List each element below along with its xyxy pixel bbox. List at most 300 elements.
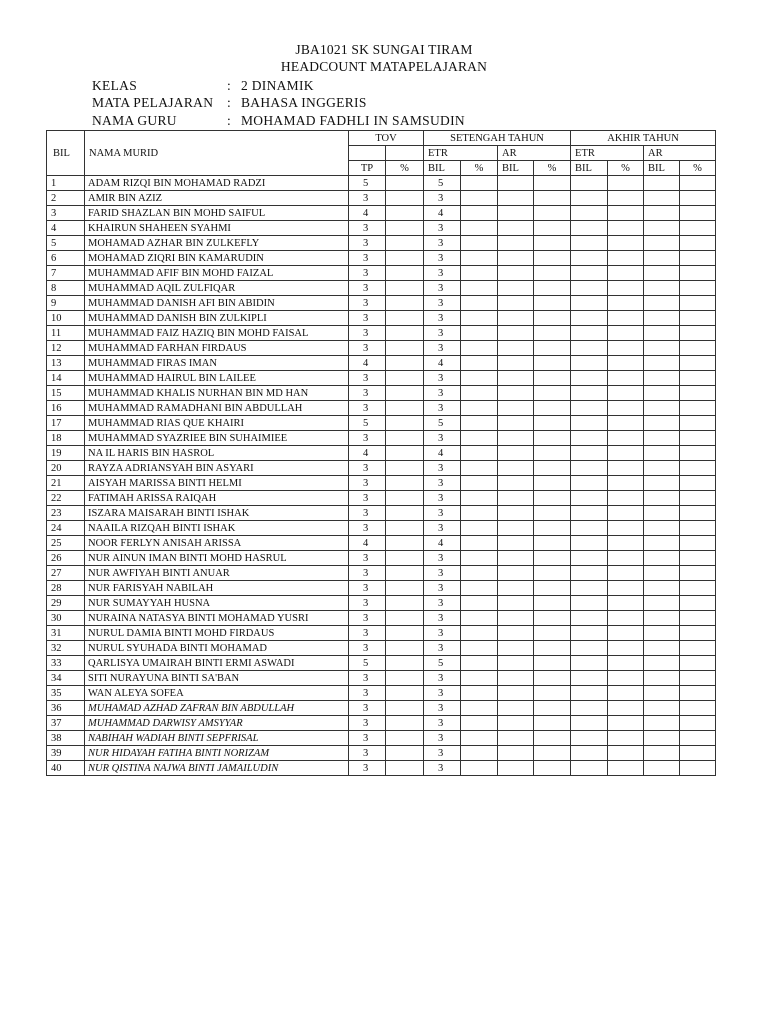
mata-pelajaran-line	[92, 95, 367, 111]
row-number: 35	[47, 686, 85, 701]
row-number: 28	[47, 581, 85, 596]
setengah-ar-pct	[534, 266, 571, 281]
setengah-ar-pct	[534, 686, 571, 701]
header-setengah-etr-pct: %	[461, 161, 498, 176]
setengah-ar-bil	[498, 506, 534, 521]
tov-pct	[386, 566, 424, 581]
akhir-etr-pct	[608, 356, 644, 371]
tov-tp: 3	[349, 626, 386, 641]
tov-tp: 3	[349, 386, 386, 401]
akhir-ar-pct	[680, 296, 716, 311]
table-row	[47, 476, 716, 491]
tov-tp: 5	[349, 656, 386, 671]
setengah-etr-pct	[461, 176, 498, 191]
akhir-ar-bil	[644, 446, 680, 461]
student-name: QARLISYA UMAIRAH BINTI ERMI ASWADI	[85, 656, 349, 671]
setengah-ar-pct	[534, 476, 571, 491]
setengah-ar-pct	[534, 431, 571, 446]
akhir-ar-pct	[680, 626, 716, 641]
row-number: 19	[47, 446, 85, 461]
student-name: KHAIRUN SHAHEEN SYAHMI	[85, 221, 349, 236]
setengah-etr-pct	[461, 581, 498, 596]
header-akhir-ar-bil: BIL	[644, 161, 680, 176]
tov-pct	[386, 536, 424, 551]
tov-pct	[386, 491, 424, 506]
tov-tp: 3	[349, 296, 386, 311]
akhir-ar-bil	[644, 191, 680, 206]
tov-pct	[386, 401, 424, 416]
student-name: MUHAMMAD DANISH BIN ZULKIPLI	[85, 311, 349, 326]
setengah-ar-bil	[498, 761, 534, 776]
setengah-etr-bil: 3	[424, 626, 461, 641]
akhir-etr-bil	[571, 176, 608, 191]
student-name: NAAILA RIZQAH BINTI ISHAK	[85, 521, 349, 536]
akhir-etr-pct	[608, 176, 644, 191]
setengah-etr-pct	[461, 566, 498, 581]
tov-pct	[386, 311, 424, 326]
setengah-ar-bil	[498, 521, 534, 536]
akhir-etr-pct	[608, 281, 644, 296]
tov-tp: 5	[349, 176, 386, 191]
header-akhir-etr-bil: BIL	[571, 161, 608, 176]
akhir-etr-bil	[571, 536, 608, 551]
row-number: 18	[47, 431, 85, 446]
kelas-line	[92, 78, 314, 94]
tov-pct	[386, 626, 424, 641]
akhir-ar-pct	[680, 596, 716, 611]
setengah-etr-pct	[461, 551, 498, 566]
akhir-etr-bil	[571, 371, 608, 386]
akhir-etr-bil	[571, 566, 608, 581]
akhir-ar-pct	[680, 506, 716, 521]
setengah-etr-bil: 3	[424, 491, 461, 506]
akhir-ar-pct	[680, 731, 716, 746]
table-row	[47, 641, 716, 656]
row-number: 17	[47, 416, 85, 431]
akhir-etr-bil	[571, 266, 608, 281]
row-number: 2	[47, 191, 85, 206]
setengah-etr-bil: 3	[424, 641, 461, 656]
tov-pct	[386, 581, 424, 596]
row-number: 21	[47, 476, 85, 491]
setengah-ar-bil	[498, 746, 534, 761]
header-tov-blank	[349, 146, 386, 161]
akhir-etr-bil	[571, 506, 608, 521]
table-row	[47, 761, 716, 776]
table-row	[47, 746, 716, 761]
setengah-ar-bil	[498, 461, 534, 476]
setengah-ar-bil	[498, 566, 534, 581]
table-row	[47, 236, 716, 251]
akhir-etr-pct	[608, 221, 644, 236]
akhir-etr-bil	[571, 641, 608, 656]
table-row	[47, 341, 716, 356]
nama-guru-value: MOHAMAD FADHLI IN SAMSUDIN	[241, 113, 465, 128]
setengah-ar-bil	[498, 221, 534, 236]
tov-pct	[386, 611, 424, 626]
student-name: AISYAH MARISSA BINTI HELMI	[85, 476, 349, 491]
table-row	[47, 596, 716, 611]
akhir-ar-bil	[644, 641, 680, 656]
setengah-ar-bil	[498, 191, 534, 206]
akhir-etr-pct	[608, 311, 644, 326]
akhir-ar-bil	[644, 356, 680, 371]
setengah-etr-bil: 3	[424, 431, 461, 446]
akhir-ar-pct	[680, 671, 716, 686]
setengah-etr-bil: 3	[424, 461, 461, 476]
akhir-ar-pct	[680, 656, 716, 671]
tov-pct	[386, 206, 424, 221]
header-setengah-etr-bil: BIL	[424, 161, 461, 176]
student-name: MUHAMMAD AQIL ZULFIQAR	[85, 281, 349, 296]
setengah-etr-bil: 5	[424, 656, 461, 671]
setengah-ar-bil	[498, 401, 534, 416]
akhir-ar-pct	[680, 371, 716, 386]
mata-pelajaran-colon: :	[227, 95, 232, 110]
header-akhir-ar: AR	[644, 146, 716, 161]
tov-pct	[386, 641, 424, 656]
row-number: 10	[47, 311, 85, 326]
setengah-ar-bil	[498, 371, 534, 386]
akhir-ar-pct	[680, 566, 716, 581]
akhir-ar-bil	[644, 176, 680, 191]
akhir-ar-bil	[644, 326, 680, 341]
setengah-etr-pct	[461, 491, 498, 506]
setengah-etr-pct	[461, 716, 498, 731]
akhir-ar-bil	[644, 686, 680, 701]
tov-tp: 3	[349, 506, 386, 521]
tov-tp: 3	[349, 431, 386, 446]
setengah-etr-bil: 3	[424, 611, 461, 626]
tov-tp: 3	[349, 731, 386, 746]
student-rows	[47, 176, 716, 776]
akhir-ar-bil	[644, 626, 680, 641]
header-setengah-ar: AR	[498, 146, 571, 161]
setengah-etr-bil: 3	[424, 761, 461, 776]
header-setengah-ar-bil: BIL	[498, 161, 534, 176]
setengah-ar-bil	[498, 341, 534, 356]
setengah-ar-pct	[534, 326, 571, 341]
setengah-ar-pct	[534, 221, 571, 236]
row-number: 37	[47, 716, 85, 731]
akhir-etr-bil	[571, 356, 608, 371]
akhir-etr-bil	[571, 596, 608, 611]
setengah-ar-pct	[534, 641, 571, 656]
table-row	[47, 356, 716, 371]
student-name: NUR HIDAYAH FATIHA BINTI NORIZAM	[85, 746, 349, 761]
student-name: WAN ALEYA SOFEA	[85, 686, 349, 701]
row-number: 24	[47, 521, 85, 536]
akhir-ar-pct	[680, 641, 716, 656]
setengah-ar-bil	[498, 311, 534, 326]
setengah-ar-pct	[534, 461, 571, 476]
setengah-ar-bil	[498, 551, 534, 566]
table-row	[47, 671, 716, 686]
akhir-ar-bil	[644, 371, 680, 386]
setengah-ar-bil	[498, 536, 534, 551]
akhir-ar-bil	[644, 221, 680, 236]
akhir-etr-pct	[608, 761, 644, 776]
tov-tp: 5	[349, 416, 386, 431]
tov-tp: 3	[349, 671, 386, 686]
headcount-table	[46, 130, 716, 776]
setengah-ar-bil	[498, 176, 534, 191]
tov-pct	[386, 416, 424, 431]
row-number: 40	[47, 761, 85, 776]
akhir-ar-pct	[680, 551, 716, 566]
tov-tp: 3	[349, 236, 386, 251]
student-name: NUR AINUN IMAN BINTI MOHD HASRUL	[85, 551, 349, 566]
setengah-ar-bil	[498, 611, 534, 626]
setengah-etr-bil: 3	[424, 581, 461, 596]
tov-tp: 4	[349, 206, 386, 221]
akhir-etr-pct	[608, 536, 644, 551]
setengah-ar-bil	[498, 446, 534, 461]
table-row	[47, 371, 716, 386]
akhir-etr-pct	[608, 551, 644, 566]
setengah-ar-bil	[498, 251, 534, 266]
student-name: MUHAMMAD FAIZ HAZIQ BIN MOHD FAISAL	[85, 326, 349, 341]
setengah-etr-pct	[461, 746, 498, 761]
student-name: MUHAMAD AZHAD ZAFRAN BIN ABDULLAH	[85, 701, 349, 716]
akhir-etr-bil	[571, 731, 608, 746]
student-name: FARID SHAZLAN BIN MOHD SAIFUL	[85, 206, 349, 221]
setengah-etr-pct	[461, 281, 498, 296]
akhir-ar-bil	[644, 386, 680, 401]
akhir-etr-pct	[608, 626, 644, 641]
akhir-ar-bil	[644, 506, 680, 521]
tov-pct	[386, 716, 424, 731]
akhir-etr-pct	[608, 581, 644, 596]
akhir-etr-pct	[608, 746, 644, 761]
student-name: FATIMAH ARISSA RAIQAH	[85, 491, 349, 506]
setengah-etr-pct	[461, 266, 498, 281]
tov-pct	[386, 341, 424, 356]
akhir-etr-pct	[608, 251, 644, 266]
akhir-etr-bil	[571, 746, 608, 761]
setengah-etr-bil: 3	[424, 296, 461, 311]
tov-tp: 3	[349, 566, 386, 581]
akhir-ar-bil	[644, 296, 680, 311]
table-row	[47, 281, 716, 296]
setengah-ar-pct	[534, 206, 571, 221]
akhir-ar-pct	[680, 536, 716, 551]
setengah-ar-bil	[498, 626, 534, 641]
tov-tp: 3	[349, 521, 386, 536]
setengah-etr-bil: 4	[424, 536, 461, 551]
row-number: 36	[47, 701, 85, 716]
nama-guru-line	[92, 113, 465, 129]
akhir-ar-bil	[644, 716, 680, 731]
tov-pct	[386, 746, 424, 761]
setengah-etr-pct	[461, 596, 498, 611]
tov-tp: 3	[349, 476, 386, 491]
akhir-ar-pct	[680, 401, 716, 416]
row-number: 12	[47, 341, 85, 356]
setengah-etr-pct	[461, 641, 498, 656]
row-number: 22	[47, 491, 85, 506]
setengah-ar-pct	[534, 296, 571, 311]
tov-tp: 3	[349, 251, 386, 266]
tov-tp: 3	[349, 341, 386, 356]
header-tp: TP	[349, 161, 386, 176]
tov-pct	[386, 461, 424, 476]
akhir-ar-bil	[644, 311, 680, 326]
row-number: 11	[47, 326, 85, 341]
setengah-etr-pct	[461, 236, 498, 251]
mata-pelajaran-value: BAHASA INGGERIS	[241, 95, 367, 110]
setengah-ar-pct	[534, 581, 571, 596]
akhir-etr-bil	[571, 416, 608, 431]
akhir-ar-pct	[680, 236, 716, 251]
setengah-etr-bil: 3	[424, 371, 461, 386]
nama-guru-colon: :	[227, 113, 232, 128]
setengah-ar-pct	[534, 701, 571, 716]
student-name: MUHAMMAD FIRAS IMAN	[85, 356, 349, 371]
akhir-etr-pct	[608, 731, 644, 746]
table-row	[47, 536, 716, 551]
tov-tp: 3	[349, 641, 386, 656]
setengah-etr-pct	[461, 761, 498, 776]
tov-pct	[386, 386, 424, 401]
setengah-etr-bil: 4	[424, 206, 461, 221]
setengah-ar-pct	[534, 341, 571, 356]
header-setengah-ar-pct: %	[534, 161, 571, 176]
setengah-etr-bil: 3	[424, 671, 461, 686]
akhir-ar-pct	[680, 311, 716, 326]
setengah-ar-bil	[498, 416, 534, 431]
tov-pct	[386, 251, 424, 266]
setengah-ar-pct	[534, 386, 571, 401]
akhir-ar-bil	[644, 431, 680, 446]
setengah-ar-bil	[498, 731, 534, 746]
setengah-ar-bil	[498, 326, 534, 341]
tov-pct	[386, 521, 424, 536]
akhir-ar-bil	[644, 731, 680, 746]
akhir-etr-pct	[608, 656, 644, 671]
akhir-etr-pct	[608, 611, 644, 626]
setengah-ar-pct	[534, 191, 571, 206]
setengah-etr-pct	[461, 731, 498, 746]
setengah-ar-bil	[498, 281, 534, 296]
setengah-ar-pct	[534, 371, 571, 386]
header-tov-pct: %	[386, 161, 424, 176]
akhir-etr-bil	[571, 446, 608, 461]
akhir-ar-bil	[644, 566, 680, 581]
setengah-ar-pct	[534, 416, 571, 431]
akhir-ar-pct	[680, 221, 716, 236]
setengah-etr-pct	[461, 446, 498, 461]
tov-pct	[386, 731, 424, 746]
row-number: 25	[47, 536, 85, 551]
table-row	[47, 506, 716, 521]
akhir-ar-bil	[644, 206, 680, 221]
akhir-etr-bil	[571, 716, 608, 731]
akhir-etr-pct	[608, 326, 644, 341]
setengah-ar-bil	[498, 476, 534, 491]
table-row	[47, 311, 716, 326]
mata-pelajaran-label: MATA PELAJARAN	[92, 95, 214, 110]
akhir-ar-bil	[644, 251, 680, 266]
setengah-ar-pct	[534, 731, 571, 746]
akhir-ar-pct	[680, 611, 716, 626]
akhir-ar-pct	[680, 206, 716, 221]
setengah-ar-pct	[534, 506, 571, 521]
akhir-ar-pct	[680, 491, 716, 506]
setengah-ar-bil	[498, 716, 534, 731]
setengah-etr-pct	[461, 401, 498, 416]
student-name: MUHAMMAD KHALIS NURHAN BIN MD HAN	[85, 386, 349, 401]
akhir-ar-pct	[680, 356, 716, 371]
row-number: 8	[47, 281, 85, 296]
tov-tp: 3	[349, 266, 386, 281]
table-row	[47, 431, 716, 446]
setengah-ar-bil	[498, 266, 534, 281]
setengah-etr-pct	[461, 416, 498, 431]
setengah-ar-bil	[498, 206, 534, 221]
table-row	[47, 191, 716, 206]
student-name: MUHAMMAD RAMADHANI BIN ABDULLAH	[85, 401, 349, 416]
student-name: MUHAMMAD AFIF BIN MOHD FAIZAL	[85, 266, 349, 281]
student-name: RAYZA ADRIANSYAH BIN ASYARI	[85, 461, 349, 476]
setengah-etr-bil: 3	[424, 701, 461, 716]
setengah-ar-bil	[498, 296, 534, 311]
student-name: MUHAMMAD HAIRUL BIN LAILEE	[85, 371, 349, 386]
akhir-ar-bil	[644, 266, 680, 281]
table-row	[47, 326, 716, 341]
row-number: 27	[47, 566, 85, 581]
akhir-ar-bil	[644, 611, 680, 626]
document-subtitle: HEADCOUNT MATAPELAJARAN	[280, 59, 488, 74]
row-number: 1	[47, 176, 85, 191]
tov-pct	[386, 296, 424, 311]
akhir-ar-bil	[644, 536, 680, 551]
kelas-colon: :	[227, 78, 232, 93]
tov-tp: 4	[349, 446, 386, 461]
setengah-ar-pct	[534, 746, 571, 761]
akhir-ar-bil	[644, 701, 680, 716]
setengah-etr-pct	[461, 251, 498, 266]
setengah-ar-pct	[534, 716, 571, 731]
setengah-ar-pct	[534, 626, 571, 641]
student-name: AMIR BIN AZIZ	[85, 191, 349, 206]
row-number: 20	[47, 461, 85, 476]
tov-pct	[386, 236, 424, 251]
student-name: MOHAMAD ZIQRI BIN KAMARUDIN	[85, 251, 349, 266]
tov-tp: 3	[349, 611, 386, 626]
tov-pct	[386, 191, 424, 206]
akhir-etr-pct	[608, 431, 644, 446]
akhir-ar-pct	[680, 281, 716, 296]
akhir-etr-pct	[608, 701, 644, 716]
akhir-ar-pct	[680, 341, 716, 356]
setengah-ar-pct	[534, 536, 571, 551]
setengah-ar-pct	[534, 491, 571, 506]
tov-tp: 3	[349, 581, 386, 596]
akhir-etr-bil	[571, 521, 608, 536]
tov-tp: 3	[349, 221, 386, 236]
tov-pct	[386, 221, 424, 236]
setengah-ar-pct	[534, 521, 571, 536]
akhir-ar-pct	[680, 461, 716, 476]
row-number: 6	[47, 251, 85, 266]
tov-pct	[386, 371, 424, 386]
setengah-etr-bil: 3	[424, 476, 461, 491]
tov-tp: 3	[349, 461, 386, 476]
setengah-ar-pct	[534, 311, 571, 326]
akhir-ar-pct	[680, 191, 716, 206]
setengah-ar-pct	[534, 446, 571, 461]
